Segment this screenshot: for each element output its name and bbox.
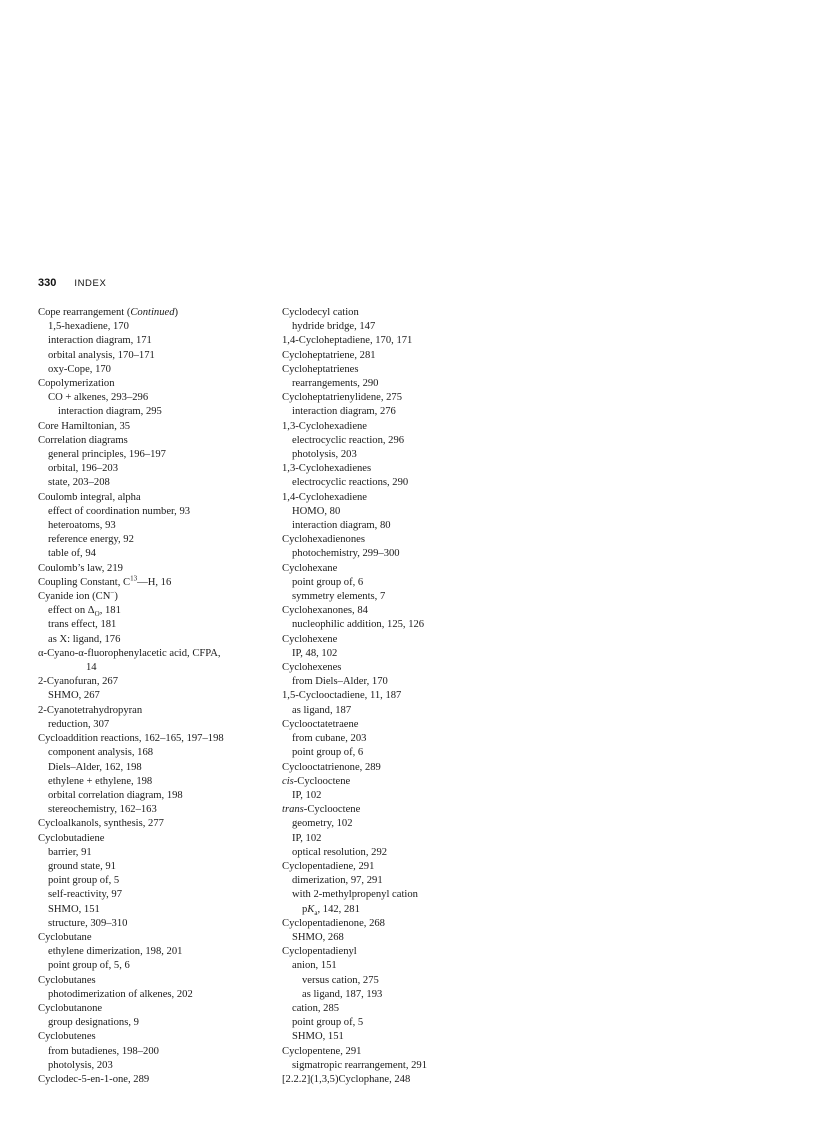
index-subentry: photolysis, 203 — [292, 449, 357, 461]
index-entry: Cyclohexene — [282, 633, 338, 645]
index-subentry: photochemistry, 299–300 — [292, 548, 400, 560]
index-subentry: as ligand, 187, 193 — [302, 988, 383, 1000]
index-entry: 2-Cyanotetrahydropyran — [38, 704, 143, 716]
index-subentry: reference energy, 92 — [48, 534, 134, 546]
index-column-right — [282, 306, 507, 1087]
index-subentry: barrier, 91 — [48, 846, 92, 858]
index-subentry: self-reactivity, 97 — [48, 889, 123, 901]
index-subentry: table of, 94 — [48, 548, 96, 560]
index-subentry: orbital, 196–203 — [48, 463, 119, 475]
index-entry: Cyclobutane — [38, 931, 92, 943]
index-subentry: sigmatropic rearrangement, 291 — [292, 1059, 428, 1071]
index-subentry: trans effect, 181 — [48, 619, 117, 631]
index-entry: Cyclobutanes — [38, 974, 96, 986]
index-subentry: symmetry elements, 7 — [292, 591, 386, 603]
index-entry: 2-Cyanofuran, 267 — [38, 676, 119, 688]
index-subentry: cation, 285 — [292, 1002, 340, 1014]
index-entry: Cyclopentadiene, 291 — [282, 860, 375, 872]
index-entry: cis-Cyclooctene — [282, 775, 351, 787]
index-entry: Cyanide ion (CN−) — [38, 588, 118, 603]
page-header — [38, 273, 106, 289]
index-subentry: electrocyclic reaction, 296 — [292, 434, 405, 446]
index-subentry: $pK_a$, 142, 281 — [302, 903, 360, 917]
index-entry: Cyclobutadiene — [38, 832, 105, 844]
index-subentry: IP, 102 — [292, 789, 322, 801]
index-subentry: from butadienes, 198–200 — [48, 1045, 159, 1057]
index-subentry: effect on $\Delta_O$, 181 — [48, 605, 121, 619]
index-entry: Cyclohexenes — [282, 662, 342, 674]
index-entry: Cyclohexane — [282, 562, 338, 574]
index-subentry: rearrangements, 290 — [292, 378, 379, 390]
index-subentry: stereochemistry, 162–163 — [48, 804, 157, 816]
index-entry: 1,4-Cyclohexadiene — [282, 491, 368, 503]
index-entry: Copolymerization — [38, 378, 115, 390]
index-subentry: as X: ligand, 176 — [48, 633, 121, 645]
index-subentry: CO + alkenes, 293–296 — [48, 392, 149, 404]
index-subentry: from cubane, 203 — [292, 733, 367, 745]
index-subentry: interaction diagram, 171 — [48, 335, 152, 347]
index-entry: Cyclobutenes — [38, 1031, 96, 1043]
index-entry: Correlation diagrams — [38, 434, 128, 446]
index-subentry: point group of, 5, 6 — [48, 960, 130, 972]
index-entry: Cycloheptatrienes — [282, 363, 359, 375]
index-entry: Cyclodec-5-en-1-one, 289 — [38, 1073, 150, 1085]
index-entry: [2.2.2](1,3,5)Cyclophane, 248 — [282, 1073, 411, 1085]
index-subentry: dimerization, 97, 291 — [292, 875, 383, 887]
index-subentry: ethylene dimerization, 198, 201 — [48, 946, 183, 958]
index-subentry: oxy-Cope, 170 — [48, 363, 111, 375]
index-entry: α-Cyano-α-fluorophenylacetic acid, CFPA, — [38, 647, 221, 659]
index-entry: Coulomb integral, alpha — [38, 491, 141, 503]
index-subentry: IP, 48, 102 — [292, 647, 338, 659]
index-entry: 1,3-Cyclohexadiene — [282, 420, 368, 432]
index-entry: Cyclohexanones, 84 — [282, 605, 368, 617]
index-entry: Cyclooctatetraene — [282, 718, 359, 730]
index-entry: Cyclodecyl cation — [282, 307, 359, 318]
index-subentry: heteroatoms, 93 — [48, 520, 116, 532]
index-subentry: effect of coordination number, 93 — [48, 505, 191, 517]
index-subentry: electrocyclic reactions, 290 — [292, 477, 409, 489]
index-subentry: interaction diagram, 295 — [58, 406, 162, 418]
index-subentry: state, 203–208 — [48, 477, 110, 489]
index-subentry: as ligand, 187 — [292, 704, 352, 716]
index-subentry: ethylene + ethylene, 198 — [48, 775, 153, 787]
index-subentry: reduction, 307 — [48, 718, 110, 730]
index-entry: Cyclopentene, 291 — [282, 1045, 362, 1057]
index-entry: Cyclohexadienones — [282, 534, 365, 546]
index-subentry: point group of, 6 — [292, 576, 364, 588]
index-subentry: general principles, 196–197 — [48, 449, 166, 461]
index-entry: Core Hamiltonian, 35 — [38, 420, 131, 432]
index-subentry: orbital analysis, 170–171 — [48, 349, 155, 361]
index-subentry: optical resolution, 292 — [292, 846, 388, 858]
index-subentry: group designations, 9 — [48, 1017, 139, 1029]
index-entry: Coulomb’s law, 219 — [38, 562, 123, 574]
index-subentry: structure, 309–310 — [48, 917, 128, 929]
index-subentry: IP, 102 — [292, 832, 322, 844]
index-subentry: from Diels–Alder, 170 — [292, 676, 388, 688]
index-subentry: ground state, 91 — [48, 860, 116, 872]
index-entry: 1,3-Cyclohexadienes — [282, 463, 372, 475]
index-subentry: interaction diagram, 276 — [292, 406, 396, 418]
index-subentry: point group of, 6 — [292, 747, 364, 759]
index-subentry: geometry, 102 — [292, 818, 353, 830]
running-head: INDEX — [74, 278, 107, 289]
index-subentry: with 2-methylpropenyl cation — [292, 889, 418, 901]
index-subentry: 14 — [86, 662, 97, 674]
index-column-left — [38, 306, 263, 1087]
index-entry: trans-Cyclooctene — [282, 804, 361, 816]
index-subentry: anion, 151 — [292, 960, 337, 972]
page-number: 330 — [38, 277, 57, 289]
index-subentry: SHMO, 151 — [292, 1031, 344, 1043]
index-subentry: point group of, 5 — [292, 1017, 364, 1029]
index-entry: Cycloheptatrienylidene, 275 — [282, 392, 403, 404]
index-entry: Cope rearrangement (Continued) — [38, 307, 179, 318]
index-entry: Cycloheptatriene, 281 — [282, 349, 376, 361]
index-subentry: photodimerization of alkenes, 202 — [48, 988, 193, 1000]
index-entry: Coupling Constant, $C^{13}—H$, 16 — [38, 574, 172, 588]
index-subentry: photolysis, 203 — [48, 1059, 113, 1071]
index-entry: Cyclopentadienone, 268 — [282, 917, 385, 929]
index-subentry: versus cation, 275 — [302, 974, 379, 986]
index-subentry: SHMO, 268 — [292, 931, 344, 943]
index-subentry: interaction diagram, 80 — [292, 520, 391, 532]
index-entry: Cyclobutanone — [38, 1002, 103, 1014]
index-entry: Cycloalkanols, synthesis, 277 — [38, 818, 164, 830]
index-entry: Cycloaddition reactions, 162–165, 197–198 — [38, 733, 224, 745]
index-subentry: SHMO, 267 — [48, 690, 100, 702]
index-entry: 1,5-Cyclooctadiene, 11, 187 — [282, 690, 402, 702]
index-subentry: hydride bridge, 147 — [292, 321, 376, 333]
index-subentry: Diels–Alder, 162, 198 — [48, 761, 142, 773]
index-subentry: nucleophilic addition, 125, 126 — [292, 619, 425, 631]
index-subentry: SHMO, 151 — [48, 903, 100, 915]
index-subentry: orbital correlation diagram, 198 — [48, 789, 183, 801]
index-subentry: 1,5-hexadiene, 170 — [48, 321, 129, 333]
index-subentry: HOMO, 80 — [292, 505, 341, 517]
index-entry: 1,4-Cycloheptadiene, 170, 171 — [282, 335, 413, 347]
index-entry: Cyclopentadienyl — [282, 946, 357, 958]
index-entry: Cyclooctatrienone, 289 — [282, 761, 381, 773]
index-subentry: component analysis, 168 — [48, 747, 154, 759]
index-subentry: point group of, 5 — [48, 875, 120, 887]
